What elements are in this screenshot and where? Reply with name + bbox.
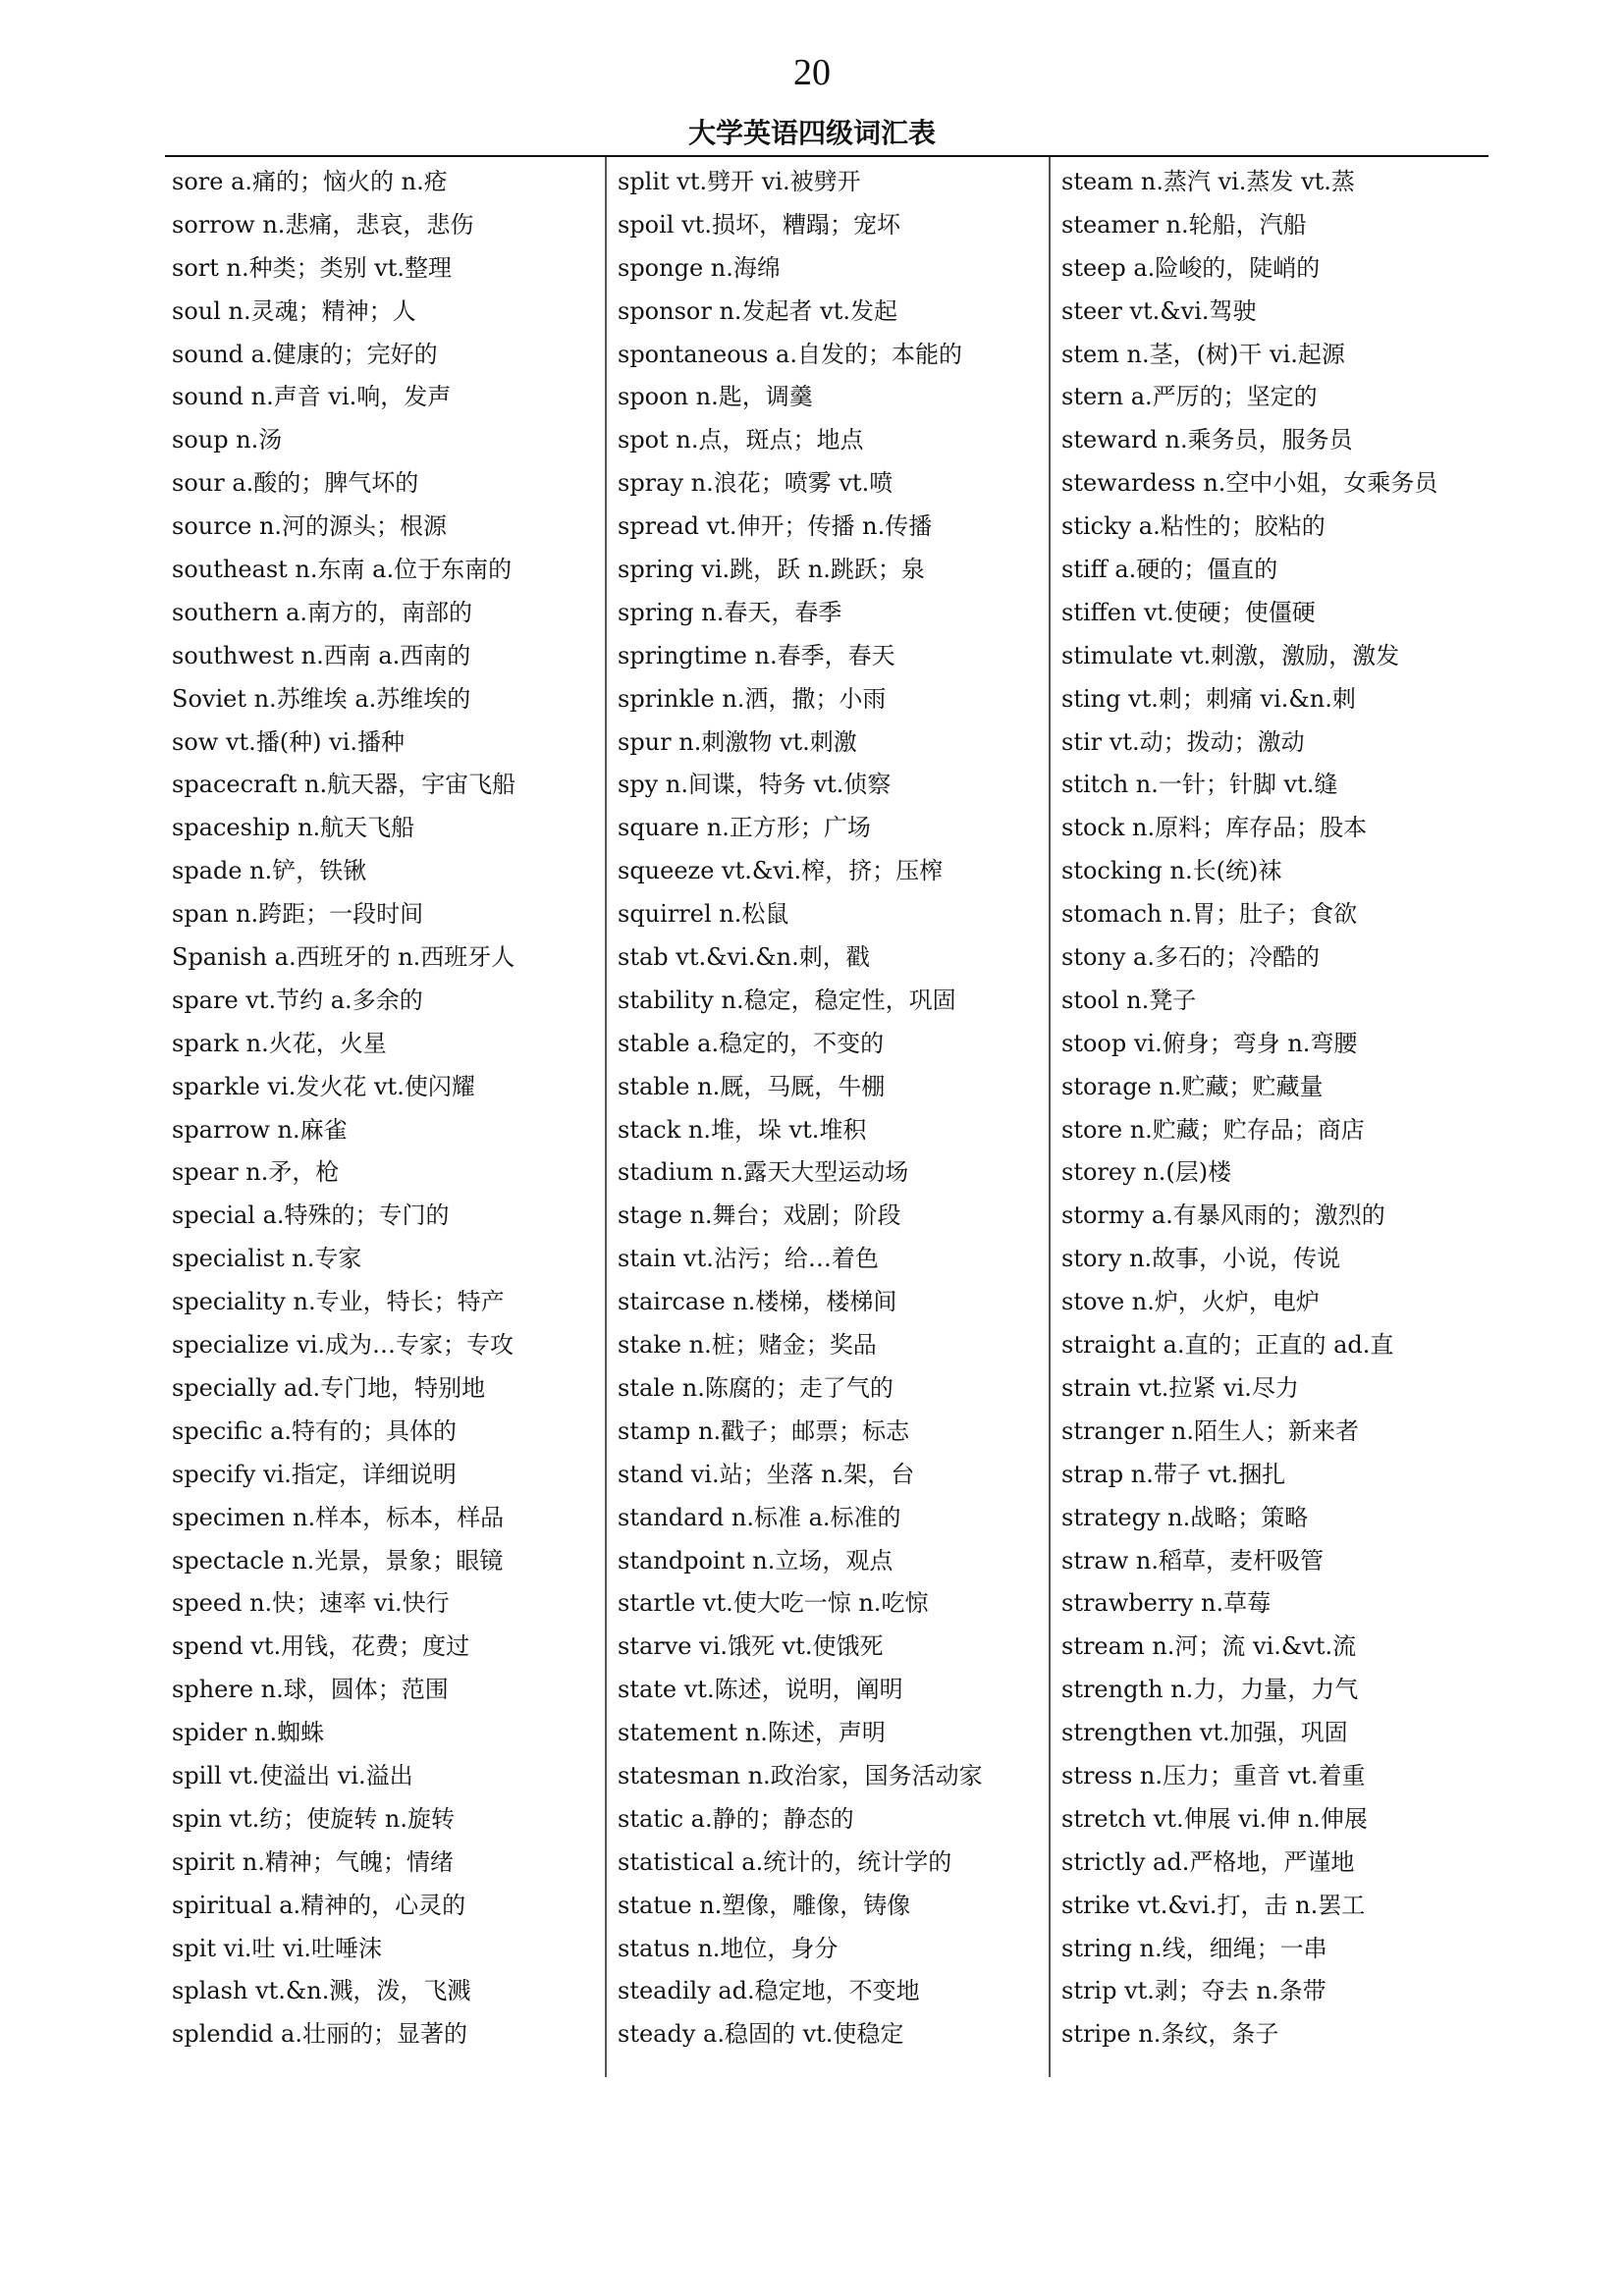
vocab-entry: sting vt.刺；刺痛 vi.&n.刺 — [1061, 684, 1356, 713]
vocab-entry: story n.故事，小说，传说 — [1061, 1245, 1341, 1273]
vocab-entry: storey n.(层)楼 — [1061, 1158, 1232, 1187]
vocab-column-3 — [1061, 162, 1486, 2057]
vocab-entry: stream n.河；流 vi.&vt.流 — [1061, 1632, 1357, 1661]
vocab-entry: Soviet n.苏维埃 a.苏维埃的 — [172, 684, 471, 713]
vocab-entry: stake n.桩；赌金；奖品 — [618, 1331, 877, 1360]
vocab-entry: stony a.多石的；冷酷的 — [1061, 943, 1320, 972]
vocab-entry: span n.跨距；一段时间 — [172, 900, 424, 929]
vocab-entry: source n.河的源头；根源 — [172, 512, 448, 541]
vocab-entry: stand vi.站；坐落 n.架，台 — [618, 1460, 915, 1488]
vocab-entry: spare vt.节约 a.多余的 — [172, 986, 423, 1014]
vocab-entry: strictly ad.严格地，严谨地 — [1061, 1847, 1355, 1876]
vocab-entry: stitch n.一针；针脚 vt.缝 — [1061, 771, 1338, 799]
vocab-entry: spade n.铲，铁锹 — [172, 857, 367, 885]
vocab-entry: spend vt.用钱，花费；度过 — [172, 1632, 470, 1661]
vocab-entry: stadium n.露天大型运动场 — [618, 1158, 909, 1187]
vocab-entry: spark n.火花，火星 — [172, 1029, 387, 1057]
vocab-entry: stock n.原料；库存品；股本 — [1061, 814, 1368, 842]
vocab-entry: stoop vi.俯身；弯身 n.弯腰 — [1061, 1029, 1358, 1057]
vocab-entry: string n.线，细绳；一串 — [1061, 1934, 1327, 1962]
vocab-entry: sparrow n.麻雀 — [172, 1115, 348, 1144]
vocab-entry: square n.正方形；广场 — [618, 814, 871, 842]
vocab-entry: squeeze vt.&vi.榨，挤；压榨 — [618, 857, 944, 885]
vocab-entry: stool n.凳子 — [1061, 986, 1197, 1014]
vocab-entry: spray n.浪花；喷雾 vt.喷 — [618, 469, 893, 498]
vocab-entry: steady a.稳固的 vt.使稳定 — [618, 2020, 904, 2049]
vocab-entry: steamer n.轮船，汽船 — [1061, 210, 1307, 239]
vocab-entry: Spanish a.西班牙的 n.西班牙人 — [172, 943, 515, 972]
vocab-entry: startle vt.使大吃一惊 n.吃惊 — [618, 1589, 929, 1618]
vocab-entry: stack n.堆，垛 vt.堆积 — [618, 1115, 867, 1144]
vocab-entry: spread vt.伸开；传播 n.传播 — [618, 512, 933, 541]
vocab-entry: strike vt.&vi.打，击 n.罢工 — [1061, 1891, 1366, 1919]
vocab-entry: statistical a.统计的，统计学的 — [618, 1847, 952, 1876]
vocab-entry: spirit n.精神；气魄；情绪 — [172, 1847, 454, 1876]
vocab-entry: strength n.力，力量，力气 — [1061, 1676, 1359, 1704]
vocab-entry: sour a.酸的；脾气坏的 — [172, 469, 419, 498]
vocab-entry: standpoint n.立场，观点 — [618, 1546, 893, 1575]
vocab-entry: sound n.声音 vi.响，发声 — [172, 383, 452, 411]
vocab-entry: spaceship n.航天飞船 — [172, 814, 415, 842]
vocab-entry: sponge n.海绵 — [618, 253, 781, 282]
vocab-entry: springtime n.春季，春天 — [618, 641, 895, 669]
vocab-entry: storage n.贮藏；贮藏量 — [1061, 1072, 1324, 1100]
vocab-entry: sponsor n.发起者 vt.发起 — [618, 296, 897, 325]
vocab-entry: splendid a.壮丽的；显著的 — [172, 2020, 467, 2049]
vocab-entry: steward n.乘务员，服务员 — [1061, 426, 1353, 454]
vocab-entry: spin vt.纺；使旋转 n.旋转 — [172, 1804, 455, 1833]
vocab-entry: specialize vi.成为…专家；专攻 — [172, 1331, 514, 1360]
vocab-entry: specially ad.专门地，特别地 — [172, 1373, 486, 1402]
vocab-entry: staircase n.楼梯，楼梯间 — [618, 1288, 897, 1316]
vocab-entry: store n.贮藏；贮存品；商店 — [1061, 1115, 1365, 1144]
vocab-entry: spring n.春天，春季 — [618, 598, 842, 626]
vocab-entry: spiritual a.精神的，心灵的 — [172, 1891, 466, 1919]
vocab-entry: sort n.种类；类别 vt.整理 — [172, 253, 453, 282]
vocab-entry: status n.地位，身分 — [618, 1934, 839, 1962]
vocab-entry: steadily ad.稳定地，不变地 — [618, 1977, 920, 2005]
vocab-entry: stranger n.陌生人；新来者 — [1061, 1416, 1359, 1445]
vocab-entry: steam n.蒸汽 vi.蒸发 vt.蒸 — [1061, 168, 1355, 195]
vocab-entry: spacecraft n.航天器，宇宙飞船 — [172, 771, 516, 799]
vocab-entry: stiffen vt.使硬；使僵硬 — [1061, 598, 1316, 626]
vocab-entry: stimulate vt.刺激，激励，激发 — [1061, 641, 1400, 669]
vocab-entry: starve vi.饿死 vt.使饿死 — [618, 1632, 884, 1661]
vocab-entry: stability n.稳定，稳定性，巩固 — [618, 986, 956, 1014]
column-divider — [1049, 157, 1051, 2077]
vocab-entry: spring vi.跳，跃 n.跳跃；泉 — [618, 556, 925, 584]
vocab-entry: strategy n.战略；策略 — [1061, 1503, 1309, 1531]
vocab-entry: stain vt.沾污；给…着色 — [618, 1245, 879, 1273]
vocab-entry: specify vi.指定，详细说明 — [172, 1460, 457, 1488]
vocab-entry: stripe n.条纹，条子 — [1061, 2020, 1279, 2049]
vocab-entry: southeast n.东南 a.位于东南的 — [172, 556, 513, 584]
vocab-entry: stir vt.动；拨动；激动 — [1061, 727, 1305, 756]
vocab-entry: spot n.点，斑点；地点 — [618, 426, 864, 454]
column-divider — [605, 157, 607, 2077]
vocab-entry: speciality n.专业，特长；特产 — [172, 1288, 505, 1316]
vocab-entry: stress n.压力；重音 vt.着重 — [1061, 1761, 1366, 1789]
vocab-entry: spill vt.使溢出 vi.溢出 — [172, 1761, 413, 1789]
vocab-column-1 — [172, 162, 596, 2057]
vocab-entry: spit vi.吐 vi.吐唾沫 — [172, 1934, 382, 1962]
vocab-entry: stamp n.戳子；邮票；标志 — [618, 1416, 910, 1445]
header-rule — [165, 155, 1489, 157]
vocab-column-2 — [618, 162, 1042, 2057]
page-title: 大学英语四级词汇表 — [687, 117, 936, 149]
vocab-entry: stern a.严厉的；坚定的 — [1061, 383, 1318, 411]
vocab-entry: static a.静的；静态的 — [618, 1804, 854, 1833]
vocab-entry: spoil vt.损坏，糟蹋；宠坏 — [618, 210, 900, 239]
vocab-entry: steer vt.&vi.驾驶 — [1061, 296, 1257, 325]
vocab-entry: stove n.炉，火炉，电炉 — [1061, 1288, 1320, 1316]
vocab-entry: strengthen vt.加强，巩固 — [1061, 1719, 1348, 1747]
vocab-entry: stale n.陈腐的；走了气的 — [618, 1373, 893, 1402]
vocab-entry: specialist n.专家 — [172, 1245, 362, 1273]
vocab-entry: stretch vt.伸展 vi.伸 n.伸展 — [1061, 1804, 1368, 1833]
vocab-entry: strain vt.拉紧 vi.尽力 — [1061, 1373, 1299, 1402]
vocab-entry: statesman n.政治家，国务活动家 — [618, 1761, 983, 1789]
vocab-entry: soup n.汤 — [172, 426, 283, 454]
vocab-entry: sorrow n.悲痛，悲哀，悲伤 — [172, 210, 474, 239]
vocab-entry: southwest n.西南 a.西南的 — [172, 641, 471, 669]
vocab-entry: stable a.稳定的，不变的 — [618, 1029, 885, 1057]
vocab-entry: state vt.陈述，说明，阐明 — [618, 1676, 903, 1704]
vocab-entry: soul n.灵魂；精神；人 — [172, 296, 416, 325]
vocab-entry: stem n.茎，(树)干 vi.起源 — [1061, 340, 1345, 368]
vocab-entry: stab vt.&vi.&n.刺，戳 — [618, 943, 870, 972]
vocab-entry: split vt.劈开 vi.被劈开 — [618, 168, 861, 195]
vocab-entry: standard n.标准 a.标准的 — [618, 1503, 901, 1531]
vocab-entry: speed n.快；速率 vi.快行 — [172, 1589, 450, 1618]
page-number: 20 — [793, 52, 831, 93]
vocab-entry: strap n.带子 vt.捆扎 — [1061, 1460, 1286, 1488]
vocab-entry: statue n.塑像，雕像，铸像 — [618, 1891, 911, 1919]
vocab-entry: sprinkle n.洒，撒；小雨 — [618, 684, 887, 713]
vocab-entry: sow vt.播(种) vi.播种 — [172, 727, 405, 756]
vocab-entry: sound a.健康的；完好的 — [172, 340, 438, 368]
vocab-entry: specimen n.样本，标本，样品 — [172, 1503, 505, 1531]
vocab-entry: straw n.稻草，麦杆吸管 — [1061, 1546, 1324, 1575]
vocab-entry: sticky a.粘性的；胶粘的 — [1061, 512, 1326, 541]
vocab-entry: sore a.痛的；恼火的 n.疮 — [172, 168, 448, 195]
vocab-entry: stage n.舞台；戏剧；阶段 — [618, 1201, 901, 1230]
vocab-entry: sparkle vi.发火花 vt.使闪耀 — [172, 1072, 475, 1100]
vocab-entry: strip vt.剥；夺去 n.条带 — [1061, 1977, 1326, 2005]
vocab-entry: straight a.直的；正直的 ad.直 — [1061, 1331, 1394, 1360]
vocab-entry: splash vt.&n.溅，泼，飞溅 — [172, 1977, 471, 2005]
vocab-entry: stiff a.硬的；僵直的 — [1061, 556, 1278, 584]
vocab-entry: spider n.蜘蛛 — [172, 1719, 325, 1747]
vocab-entry: southern a.南方的，南部的 — [172, 598, 473, 626]
vocab-entry: spontaneous a.自发的；本能的 — [618, 340, 962, 368]
vocab-entry: squirrel n.松鼠 — [618, 900, 789, 929]
vocab-entry: stable n.厩，马厩，牛棚 — [618, 1072, 886, 1100]
vocab-entry: spy n.间谍，特务 vt.侦察 — [618, 771, 892, 799]
vocab-entry: stomach n.胃；肚子；食欲 — [1061, 900, 1358, 929]
vocab-entry: spur n.刺激物 vt.刺激 — [618, 727, 857, 756]
vocab-entry: spectacle n.光景，景象；眼镜 — [172, 1546, 504, 1575]
vocab-entry: special a.特殊的；专门的 — [172, 1201, 450, 1230]
vocab-entry: statement n.陈述，声明 — [618, 1719, 886, 1747]
vocab-entry: steep a.险峻的，陡峭的 — [1061, 253, 1321, 282]
vocab-entry: spoon n.匙，调羹 — [618, 383, 813, 411]
vocab-entry: stewardess n.空中小姐，女乘务员 — [1061, 469, 1438, 498]
vocab-entry: sphere n.球，圆体；范围 — [172, 1676, 449, 1704]
vocab-entry: strawberry n.草莓 — [1061, 1589, 1272, 1618]
vocab-entry: stormy a.有暴风雨的；激烈的 — [1061, 1201, 1385, 1230]
vocab-entry: specific a.特有的；具体的 — [172, 1416, 458, 1445]
vocab-entry: spear n.矛，枪 — [172, 1158, 340, 1187]
vocab-entry: stocking n.长(统)袜 — [1061, 857, 1282, 885]
